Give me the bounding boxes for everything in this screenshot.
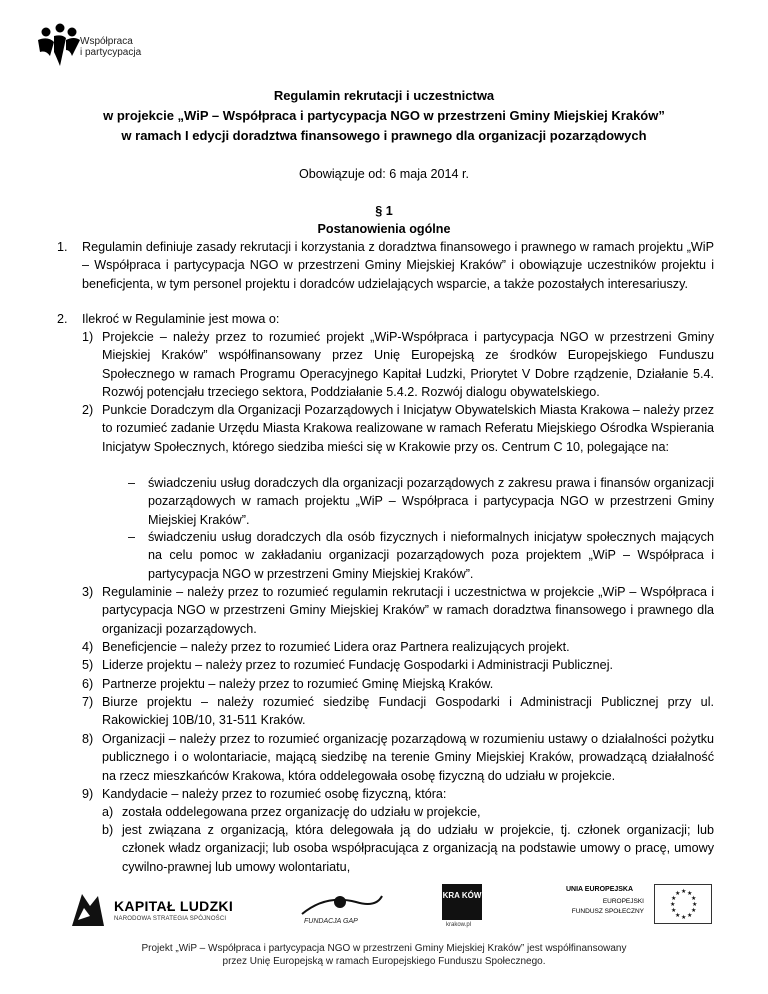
sub-5-text: Liderze projektu – należy przez to rozumieć Fundację Gospodarki i Administracji Publicznej.: [102, 658, 613, 672]
svg-text:★: ★: [671, 895, 677, 902]
effective-date: Obowiązuje od: 6 maja 2014 r.: [298, 167, 470, 181]
svg-text:★: ★: [681, 914, 687, 921]
sub-8-text: Organizacji – należy przez to rozumieć organizację pozarządową w rozumieniu ustawy o działalności pożytku publicznego i o wolontariacie, mającą siedzibę na terenie Gminy Miejskiej Kraków, prowadzącą działalność na rzecz mieszkańców Krakowa, która oddelegowała osobę fizyczną do udziału w projekcie.: [102, 732, 714, 783]
sub-9-number: 9): [82, 787, 94, 801]
footer-text: [0, 942, 768, 968]
footer-line-1: Projekt „WiP – Współpraca i partycypacja NGO w przestrzeni Gminy Miejskiej Kraków” jest współfinansowany: [141, 943, 627, 954]
fundacja-gap-logo: [296, 890, 386, 930]
item-1-text: Regulamin definiuje zasady rekrutacji i korzystania z doradztwa finansowego i prawnego w ramach projektu „WiP – Współpraca i partycypacja NGO w przestrzeni Gminy Miejskiej Kraków” i obowiązuje uczestników projektu i beneficjenta, w tym personel projektu i doradców udzielających wsparcie, a także pozostałych interesariuszy.: [82, 240, 714, 291]
svg-text:★: ★: [675, 912, 681, 919]
eu-flag-icon: [654, 884, 712, 924]
eu-line-1: UNIA EUROPEJSKA: [566, 886, 634, 893]
sub-b-text: jest związana z organizacją, która delegowała ją do udziału w projekcie, tj. członek organizacji; lub członek władz organizacji; lub osoba współpracująca z organizacją na podstawie umowy o pracę, umowy cywilno-prawnej lub umowy wolontariatu,: [122, 823, 714, 874]
footer-line-2: przez Unię Europejską w ramach Europejskiego Funduszu Społecznego.: [222, 956, 546, 967]
sub-8-number: 8): [82, 732, 94, 746]
footer-logos: [0, 880, 768, 940]
doc-title-line-1: Regulamin rekrutacji i uczestnictwa: [273, 88, 495, 103]
sub-5-number: 5): [82, 658, 94, 672]
sub-3-number: 3): [82, 585, 94, 599]
sub-6-text: Partnerze projektu – należy przez to rozumieć Gminę Miejską Kraków.: [102, 677, 494, 691]
doc-title-line-2: w projekcie „WiP – Współpraca i partycypacja NGO w przestrzeni Gminy Miejskiej Kraków”: [103, 108, 665, 123]
sub-b-letter: b): [102, 823, 114, 837]
sub-7-number: 7): [82, 695, 94, 709]
sub-2-number: 2): [82, 403, 94, 417]
kl-title: KAPITAŁ LUDZKI: [114, 898, 234, 914]
svg-text:★: ★: [691, 895, 697, 902]
svg-text:★: ★: [691, 907, 697, 914]
kapital-ludzki-logo: [68, 890, 248, 930]
svg-text:★: ★: [692, 901, 698, 908]
dash-2-text: świadczeniu usług doradczych dla osób fizycznych i nieformalnych inicjatyw społecznych mających na celu pomoc w zakładaniu organizacji pozarządowych poza projektem „WiP – Współpraca i partycypacja NGO w przestrzeni Gminy Miejskiej Kraków”.: [148, 530, 714, 581]
sub-a-text: została oddelegowana przez organizację do udziału w projekcie,: [122, 805, 481, 819]
svg-text:★: ★: [687, 912, 693, 919]
eu-line-2: EUROPEJSKI: [602, 898, 644, 905]
sub-6-number: 6): [82, 677, 94, 691]
sub-7-text: Biurze projektu – należy rozumieć siedzibę Fundacji Gospodarki i Administracji Publicznej przy ul. Rakowickiej 10B/10, 31-511 Kraków.: [102, 695, 714, 728]
item-2-number: 2.: [57, 312, 68, 326]
svg-text:★: ★: [671, 907, 677, 914]
logo-text: [80, 36, 141, 58]
krakow-url: krakow.pl: [446, 922, 472, 928]
logo-line-2: i partycypacja: [80, 47, 142, 58]
sub-1-text: Projekcie – należy przez to rozumieć projekt „WiP-Współpraca i partycypacja NGO w przestrzeni Gminy Miejskiej Kraków” współfinansowany przez Unię Europejską ze środków Europejskiego Funduszu Społecznego w ramach Programu Operacyjnego Kapitał Ludzki, Priorytet V Dobre rządzenie, Działanie 5.4. Rozwój potencjału trzeciego sektora, Poddziałanie 5.4.2. Rozwój dialogu obywatelskiego.: [102, 330, 714, 400]
dash-1-text: świadczeniu usług doradczych dla organizacji pozarządowych z zakresu prawa i finansów organizacji pozarządowych w ramach projektu „WiP – Współpraca i partycypacja NGO w przestrzeni Gminy Miejskiej Kraków”.: [148, 476, 714, 527]
item-1-number: 1.: [57, 240, 68, 254]
gap-text: FUNDACJA GAP: [304, 918, 358, 925]
eu-line-3: FUNDUSZ SPOŁECZNY: [571, 908, 644, 915]
eu-logo: [566, 884, 716, 930]
kl-sub: NARODOWA STRATEGIA SPÓJNOŚCI: [114, 916, 227, 922]
logo-line-1: Współpraca: [80, 36, 133, 47]
section-title: Postanowienia ogólne: [317, 222, 451, 236]
sub-4-text: Beneficjencie – należy przez to rozumieć Lidera oraz Partnera realizujących projekt.: [102, 640, 570, 654]
krakow-logo: [442, 884, 482, 930]
section-number: § 1: [375, 204, 393, 218]
doc-title-line-3: w ramach I edycji doradztwa finansowego i prawnego dla organizacji pozarządowych: [121, 128, 647, 143]
kapital-ludzki-icon: [68, 890, 108, 930]
sub-4-number: 4): [82, 640, 94, 654]
sub-3-text: Regulaminie – należy przez to rozumieć regulamin rekrutacji i uczestnictwa w projekcie „WiP – Współpraca i partycypacja NGO w przestrzeni Gminy Miejskiej Kraków” w ramach doradztwa finansowego i prawnego dla organizacji pozarządowych.: [102, 585, 714, 636]
svg-text:★: ★: [687, 890, 693, 897]
item-2-text: Ilekroć w Regulaminie jest mowa o:: [82, 312, 280, 326]
sub-9-text: Kandydacie – należy przez to rozumieć osobę fizyczną, która:: [102, 787, 447, 801]
svg-text:★: ★: [675, 890, 681, 897]
sub-1-number: 1): [82, 330, 94, 344]
dash-2: –: [128, 530, 136, 544]
svg-text:★: ★: [670, 901, 676, 908]
dash-1: –: [128, 476, 136, 490]
sub-a-letter: a): [102, 805, 114, 819]
sub-2-text: Punkcie Doradczym dla Organizacji Pozarządowych i Inicjatyw Obywatelskich Miasta Krakowa – należy przez to rozumieć zadanie Urzędu Miasta Krakowa realizowane w ramach Referatu Miejskiego Ośrodka Wspierania Inicjatyw Społecznych, którego siedziba mieści się w Krakowie przy os. Centrum C 10, polegające na:: [102, 403, 714, 454]
gap-swoosh-icon: [296, 890, 386, 918]
krakow-text: KRA KÓW: [442, 884, 482, 920]
svg-text:★: ★: [681, 888, 687, 895]
